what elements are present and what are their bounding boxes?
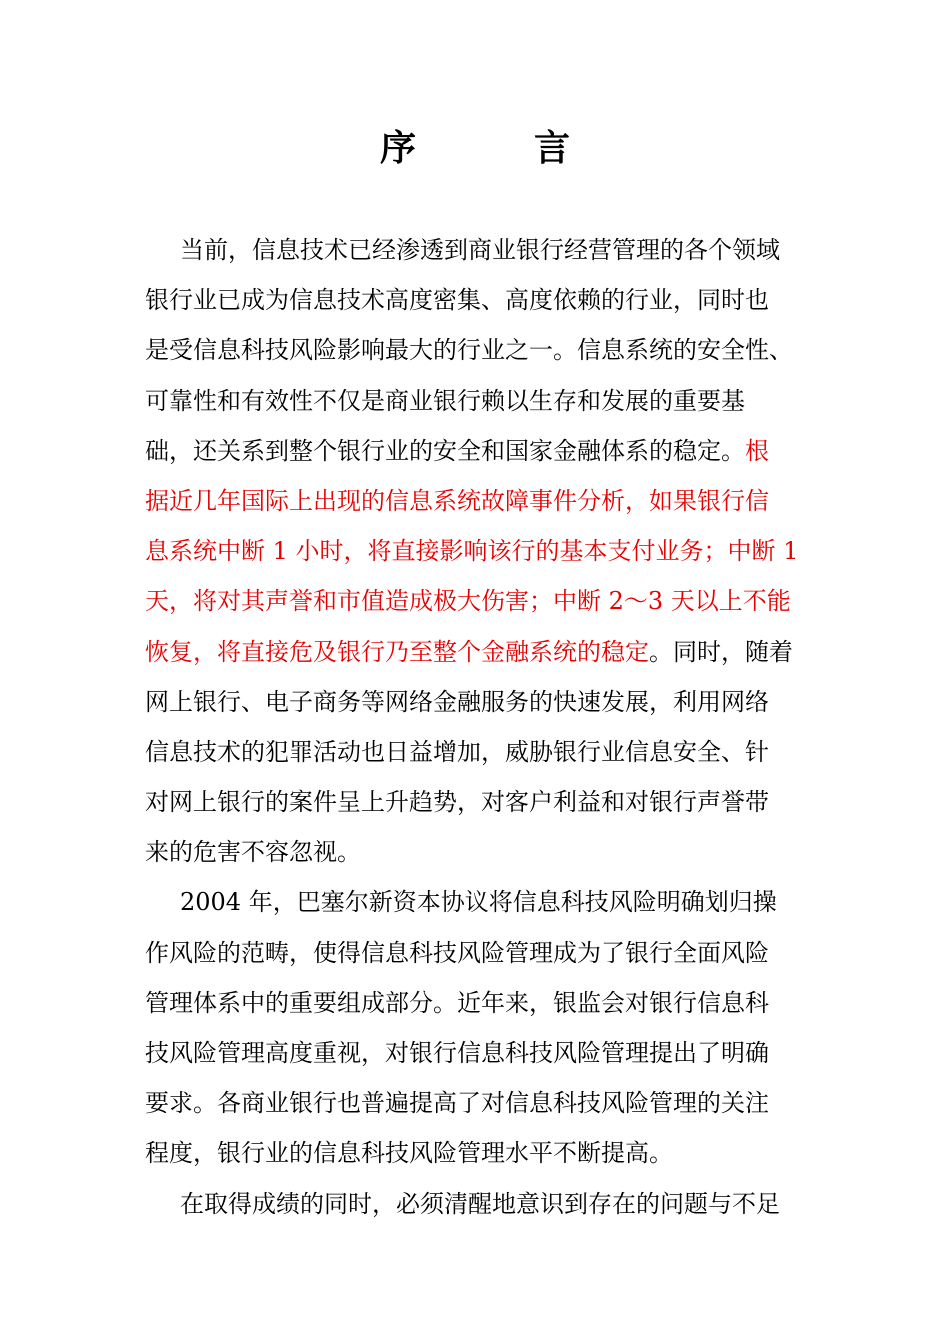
text-segment: 技风险管理高度重视，对银行信息科技风险管理提出了明确: [145, 1039, 769, 1067]
text-line: [145, 275, 810, 325]
text-segment: 来的危害不容忽视。: [145, 838, 361, 867]
highlighted-text-segment: 恢复，将直接危及银行乃至整个金融系统的稳定: [145, 637, 649, 666]
text-line: [145, 1179, 810, 1229]
title-char-left: 序: [379, 127, 416, 169]
text-segment: 信息技术的犯罪活动也日益增加，威胁银行业信息安全、针: [145, 737, 769, 766]
page-title: [0, 122, 950, 174]
text-segment: 当前，信息技术已经渗透到商业银行经营管理的各个领域: [180, 236, 780, 264]
text-segment: 。同时，随着: [649, 637, 793, 666]
highlighted-text-segment: 息系统中断 1 小时，将直接影响该行的基本支付业务；中断 1: [145, 537, 799, 566]
text-segment: 可靠性和有效性不仅是商业银行赖以生存和发展的重要基: [145, 386, 745, 415]
text-line: [145, 1128, 810, 1178]
text-line: [145, 677, 810, 727]
text-line: [145, 426, 810, 476]
text-segment: 管理体系中的重要组成部分。近年来，银监会对银行信息科: [145, 988, 769, 1017]
text-line: [145, 526, 810, 576]
text-line: [145, 777, 810, 827]
text-line: [145, 627, 810, 677]
text-line: [145, 576, 810, 626]
text-segment: 作风险的范畴，使得信息科技风险管理成为了银行全面风险: [145, 938, 769, 967]
text-line: [145, 827, 810, 877]
text-line: [145, 978, 810, 1028]
text-line: [145, 877, 810, 927]
preface-body: [145, 225, 810, 1229]
text-line: [145, 325, 810, 375]
text-line: [145, 225, 810, 275]
text-line: [145, 376, 810, 426]
text-line: [145, 1078, 810, 1128]
text-segment: 础，还关系到整个银行业的安全和国家金融体系的稳定。: [145, 436, 745, 465]
title-char-right: 言: [534, 127, 571, 169]
text-line: [145, 727, 810, 777]
text-segment: 网上银行、电子商务等网络金融服务的快速发展，利用网络: [145, 687, 769, 716]
text-line: [145, 476, 810, 526]
text-segment: 银行业已成为信息技术高度密集、高度依赖的行业，同时也: [145, 286, 769, 315]
text-line: [145, 1028, 810, 1078]
text-segment: 要求。各商业银行也普遍提高了对信息科技风险管理的关注: [145, 1089, 769, 1118]
highlighted-text-segment: 根: [745, 436, 769, 465]
text-segment: 在取得成绩的同时，必须清醒地意识到存在的问题与不足: [180, 1189, 780, 1218]
text-segment: 2004 年，巴塞尔新资本协议将信息科技风险明确划归操: [180, 888, 777, 917]
text-segment: 程度，银行业的信息科技风险管理水平不断提高。: [145, 1139, 673, 1168]
text-line: [145, 928, 810, 978]
highlighted-text-segment: 据近几年国际上出现的信息系统故障事件分析，如果银行信: [145, 486, 769, 515]
text-segment: 是受信息科技风险影响最大的行业之一。信息系统的安全性、: [145, 336, 793, 365]
text-segment: 对网上银行的案件呈上升趋势，对客户利益和对银行声誉带: [145, 788, 769, 817]
highlighted-text-segment: 天，将对其声誉和市值造成极大伤害；中断 2～3 天以上不能: [145, 587, 791, 616]
